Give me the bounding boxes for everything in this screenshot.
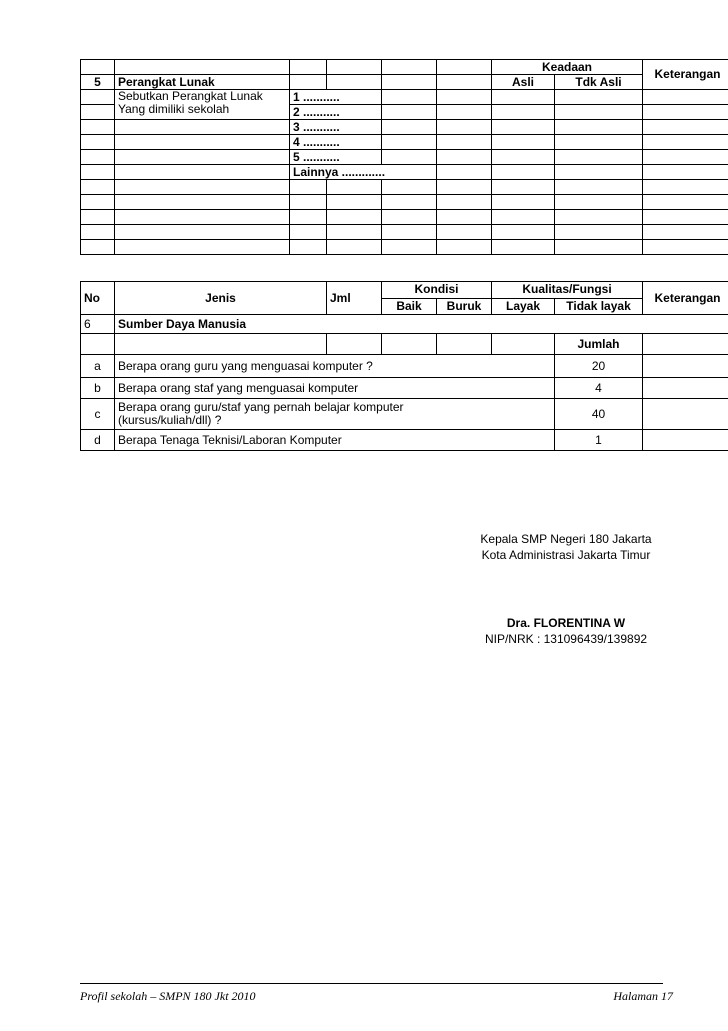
description-line: Yang dimiliki sekolah — [118, 102, 230, 116]
row-question: Berapa orang staf yang menguasai komputer — [115, 378, 555, 399]
jenis-header: Jenis — [115, 282, 327, 315]
signatory-nip: NIP/NRK : 131096439/139892 — [484, 632, 648, 646]
software-item: 5 ........... — [290, 150, 382, 165]
row-number: 5 — [81, 75, 115, 90]
description-line: Sebutkan Perangkat Lunak — [118, 89, 263, 103]
footer-left: Profil sekolah – SMPN 180 Jkt 2010 — [80, 989, 256, 1003]
row-letter: d — [81, 430, 115, 451]
software-item: 1 ........... — [290, 90, 382, 105]
software-table — [80, 59, 728, 255]
table-row — [81, 355, 728, 378]
signature-name-block — [466, 615, 666, 647]
jml-header: Jml — [327, 282, 382, 315]
buruk-header: Buruk — [437, 298, 492, 315]
page-number: Halaman 17 — [613, 989, 673, 1003]
software-item: 2 ........... — [290, 105, 382, 120]
signature-title-line: Kepala SMP Negeri 180 Jakarta — [480, 532, 652, 546]
row-question: Berapa Tenaga Teknisi/Laboran Komputer — [115, 430, 555, 451]
tidak-layak-header: Tidak layak — [555, 298, 643, 315]
footer-divider — [80, 983, 663, 984]
row-value: 20 — [555, 355, 643, 378]
signatory-name: Dra. FLORENTINA W — [506, 616, 626, 630]
jumlah-header: Jumlah — [555, 334, 643, 355]
software-item: Lainnya ............. — [290, 165, 437, 180]
description-cell — [115, 90, 290, 120]
row-question — [115, 399, 555, 430]
kondisi-header: Kondisi — [382, 282, 492, 299]
section-number: 6 — [81, 315, 115, 334]
row-letter: b — [81, 378, 115, 399]
signature-block — [466, 531, 666, 563]
no-header: No — [81, 282, 115, 315]
row-value: 4 — [555, 378, 643, 399]
row-value: 1 — [555, 430, 643, 451]
baik-header: Baik — [382, 298, 437, 315]
row-value: 40 — [555, 399, 643, 430]
layak-header: Layak — [492, 298, 555, 315]
tdk-asli-header: Tdk Asli — [555, 75, 643, 90]
row-question-line: (kursus/kuliah/dll) ? — [118, 413, 222, 427]
keterangan-header: Keterangan — [643, 282, 728, 315]
table-row — [81, 378, 728, 399]
keterangan-header: Keterangan — [643, 60, 728, 90]
kualitas-header: Kualitas/Fungsi — [492, 282, 643, 299]
software-item: 4 ........... — [290, 135, 382, 150]
row-question: Berapa orang guru yang menguasai komputer ? — [115, 355, 555, 378]
row-question-line: Berapa orang guru/staf yang pernah belajar komputer — [118, 400, 404, 414]
section-title: Perangkat Lunak — [115, 75, 290, 90]
row-letter: a — [81, 355, 115, 378]
software-item: 3 ........... — [290, 120, 382, 135]
keadaan-header: Keadaan — [492, 60, 643, 75]
table-row — [81, 399, 728, 430]
table-row — [81, 430, 728, 451]
signature-title-line: Kota Administrasi Jakarta Timur — [481, 548, 651, 562]
asli-header: Asli — [492, 75, 555, 90]
row-letter: c — [81, 399, 115, 430]
sdm-table — [80, 281, 728, 451]
section-title: Sumber Daya Manusia — [115, 315, 728, 334]
